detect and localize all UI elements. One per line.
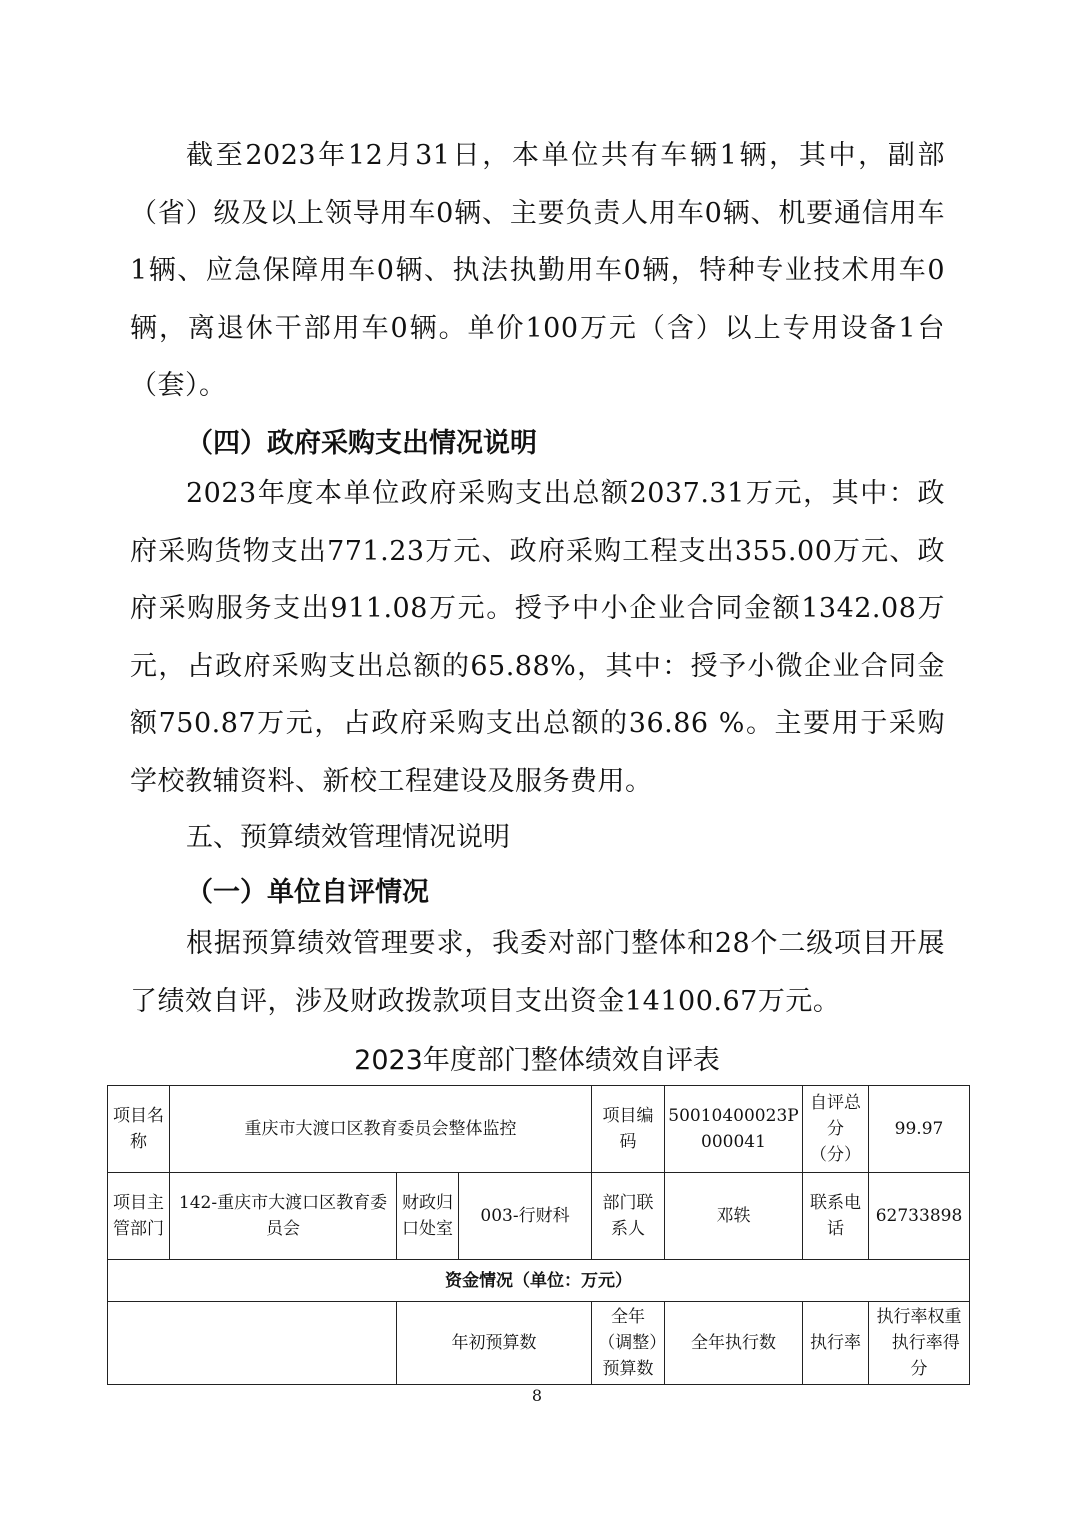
- project-code: 50010400023P000041: [665, 1086, 803, 1173]
- funds-header: 资金情况（单位：万元）: [108, 1260, 970, 1302]
- phone-value: 62733898: [869, 1173, 970, 1260]
- table-row: [108, 1086, 970, 1173]
- section5-heading: 五、预算绩效管理情况说明: [186, 822, 510, 853]
- funds-col-exec-weight: 执行率权重: [876, 1307, 962, 1327]
- table-row: [108, 1173, 970, 1260]
- procurement-paragraph: 2023年度本单位政府采购支出总额2037.31万元，其中：政府采购货物支出771.23万元、政府采购工程支出355.00万元、政府采购服务支出911.08万元。授予中小企业合同金额1342.08万元，占政府采购支出总额的65.88%，其中：授予小微企业合同金额750.87万元，占政府采购支出总额的36.86 %。主要用于采购学校教辅资料、新校工程建设及服务费用。: [130, 478, 945, 797]
- funds-col-exec-score: 执行率得分: [891, 1333, 960, 1379]
- self-eval-heading: （一）单位自评情况: [186, 877, 429, 908]
- funds-col-weight-score: [869, 1302, 970, 1385]
- finance-label: 财政归口处室: [397, 1173, 459, 1260]
- self-eval-paragraph: 根据预算绩效管理要求，我委对部门整体和28个二级项目开展了绩效自评，涉及财政拨款项目支出资金14100.67万元。: [130, 928, 945, 1017]
- vehicles-paragraph: 截至2023年12月31日，本单位共有车辆1辆，其中，副部（省）级及以上领导用车0辆、主要负责人用车0辆、机要通信用车1辆、应急保障用车0辆、执法执勤用车0辆，特种专业技术用车0辆，离退休干部用车0辆。单价100万元（含）以上专用设备1台（套）。: [130, 140, 945, 401]
- phone-label: 联系电话: [803, 1173, 869, 1260]
- funds-col-adjusted-budget: 全年（调整）预算数: [592, 1302, 665, 1385]
- performance-table: [107, 1085, 970, 1385]
- contact-value: 邓轶: [665, 1173, 803, 1260]
- page-number: 8: [531, 1386, 543, 1405]
- project-name: 重庆市大渡口区教育委员会整体监控: [170, 1086, 592, 1173]
- table-row: [108, 1302, 970, 1385]
- self-score: 99.97: [869, 1086, 970, 1173]
- funds-col-exec-rate: 执行率: [803, 1302, 869, 1385]
- project-code-label: 项目编码: [592, 1086, 665, 1173]
- self-score-label: 自评总分（分）: [803, 1086, 869, 1173]
- table-row: [108, 1260, 970, 1302]
- funds-blank-cell: [108, 1302, 397, 1385]
- dept-label: 项目主管部门: [108, 1173, 170, 1260]
- dept-value: 142-重庆市大渡口区教育委员会: [170, 1173, 397, 1260]
- funds-col-initial-budget: 年初预算数: [397, 1302, 592, 1385]
- procurement-heading: （四）政府采购支出情况说明: [186, 428, 537, 459]
- contact-label: 部门联系人: [592, 1173, 665, 1260]
- funds-col-executed: 全年执行数: [665, 1302, 803, 1385]
- finance-value: 003-行财科: [459, 1173, 592, 1260]
- table-title: 2023年度部门整体绩效自评表: [354, 1045, 720, 1076]
- project-name-label: 项目名称: [108, 1086, 170, 1173]
